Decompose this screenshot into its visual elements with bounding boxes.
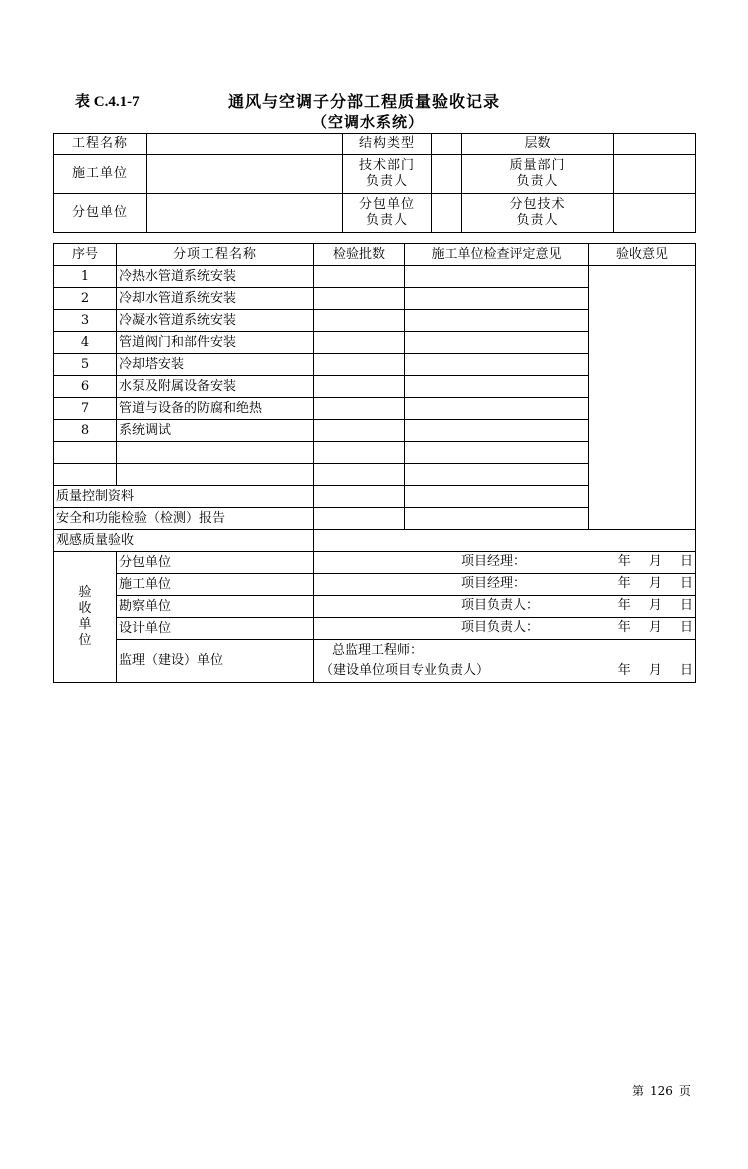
date-label: 年 月 日: [617, 598, 693, 613]
row-self-check-field[interactable]: [405, 310, 589, 332]
appearance-field[interactable]: [314, 530, 696, 552]
row-batches-field[interactable]: [314, 354, 405, 376]
quality-docs-batches-field[interactable]: [314, 486, 405, 508]
sub-tech-head-line1: 分包技术: [509, 197, 566, 212]
unit-name: 设计单位: [117, 618, 314, 640]
acceptance-units-label: [54, 552, 117, 683]
acceptance-row: [54, 640, 696, 683]
structure-type-label: 结构类型: [343, 134, 432, 155]
row-self-check-field[interactable]: [405, 420, 589, 442]
sub-unit-head-label: [343, 194, 432, 233]
row-self-check-field[interactable]: [405, 464, 589, 486]
row-self-check-field[interactable]: [405, 266, 589, 288]
construction-unit-label: 施工单位: [54, 155, 147, 194]
row-item-name: 管道与设备的防腐和绝热: [117, 398, 314, 420]
unit-signature-field[interactable]: [314, 552, 696, 574]
safety-report-check-field[interactable]: [405, 508, 589, 530]
structure-type-field[interactable]: [432, 134, 462, 155]
unit-name: 分包单位: [117, 552, 314, 574]
header-batches: 检验批数: [314, 244, 405, 266]
appearance-label: 观感质量验收: [54, 530, 314, 552]
quality-dept-line1: 质量部门: [509, 158, 566, 173]
project-name-label: 工程名称: [54, 134, 147, 155]
acceptance-row: [54, 574, 696, 596]
construction-unit-field[interactable]: [147, 155, 343, 194]
unit-name: 施工单位: [117, 574, 314, 596]
page-prefix: 第: [632, 1084, 645, 1098]
row-seq-empty[interactable]: [54, 442, 117, 464]
tech-dept-line2: 负责人: [365, 174, 408, 189]
unit-name: 勘察单位: [117, 596, 314, 618]
row-item-name: 冷凝水管道系统安装: [117, 310, 314, 332]
sub-unit-head-line2: 负责人: [365, 213, 408, 228]
quality-dept-head-field[interactable]: [614, 155, 696, 194]
row-batches-field[interactable]: [314, 420, 405, 442]
sub-unit-head-field[interactable]: [432, 194, 462, 233]
row-seq: 4: [54, 332, 117, 354]
page-number-value: 126: [650, 1084, 673, 1098]
quality-dept-line2: 负责人: [516, 174, 559, 189]
row-self-check-field[interactable]: [405, 288, 589, 310]
row-seq: 2: [54, 288, 117, 310]
row-seq-empty[interactable]: [54, 464, 117, 486]
sub-tech-head-line2: 负责人: [516, 213, 559, 228]
header-self-check: 施工单位检查评定意见: [405, 244, 589, 266]
row-seq: 3: [54, 310, 117, 332]
row-item-name: 系统调试: [117, 420, 314, 442]
acceptance-opinion-field[interactable]: [589, 266, 696, 530]
chief-supervisor-label: 总监理工程师：: [332, 643, 424, 658]
unit-signature-field[interactable]: [314, 618, 696, 640]
row-self-check-field[interactable]: [405, 398, 589, 420]
header-acceptance: 验收意见: [589, 244, 696, 266]
row-seq: 8: [54, 420, 117, 442]
row-batches-field[interactable]: [314, 288, 405, 310]
acceptance-row: [54, 618, 696, 640]
quality-docs-label: 质量控制资料: [54, 486, 314, 508]
supervision-signature-field[interactable]: [314, 640, 696, 683]
unit-signature-field[interactable]: [314, 596, 696, 618]
row-batches-field[interactable]: [314, 398, 405, 420]
vertical-char: 位: [78, 633, 92, 648]
row-item-name: 冷热水管道系统安装: [117, 266, 314, 288]
tech-dept-line1: 技术部门: [358, 158, 415, 173]
unit-signature-field[interactable]: [314, 574, 696, 596]
signer-label: 项目经理：: [461, 554, 527, 569]
signer-label: 项目负责人：: [461, 620, 540, 635]
acceptance-row: [54, 552, 696, 574]
vertical-char: 单: [78, 617, 92, 632]
row-item-name-empty[interactable]: [117, 464, 314, 486]
table-row: [54, 266, 696, 288]
row-batches-field[interactable]: [314, 376, 405, 398]
row-seq: 1: [54, 266, 117, 288]
table-row: [54, 530, 696, 552]
tech-dept-head-label: [343, 155, 432, 194]
header-item-name: 分项工程名称: [117, 244, 314, 266]
sub-tech-head-label: [462, 194, 614, 233]
quality-docs-check-field[interactable]: [405, 486, 589, 508]
subcontractor-label: 分包单位: [54, 194, 147, 233]
row-seq: 7: [54, 398, 117, 420]
unit-name: 监理（建设）单位: [117, 640, 314, 683]
row-item-name-empty[interactable]: [117, 442, 314, 464]
date-label: 年 月 日: [617, 554, 693, 569]
floors-field[interactable]: [614, 134, 696, 155]
date-label: 年 月 日: [617, 620, 693, 635]
owner-representative-label: （建设单位项目专业负责人）: [320, 663, 490, 678]
row-seq: 6: [54, 376, 117, 398]
row-self-check-field[interactable]: [405, 332, 589, 354]
quality-dept-head-label: [462, 155, 614, 194]
signer-label: 项目经理：: [461, 576, 527, 591]
page-subtitle: （空调水系统）: [312, 113, 425, 131]
date-label: 年 月 日: [617, 576, 693, 591]
tech-dept-head-field[interactable]: [432, 155, 462, 194]
signer-label: 项目负责人：: [461, 598, 540, 613]
row-seq: 5: [54, 354, 117, 376]
floors-label: 层数: [462, 134, 614, 155]
sub-unit-head-line1: 分包单位: [358, 197, 415, 212]
row-item-name: 管道阀门和部件安装: [117, 332, 314, 354]
row-item-name: 冷却水管道系统安装: [117, 288, 314, 310]
row-batches-field[interactable]: [314, 332, 405, 354]
page-title: 通风与空调子分部工程质量验收记录: [228, 92, 501, 111]
row-batches-field[interactable]: [314, 442, 405, 464]
sub-tech-head-field[interactable]: [614, 194, 696, 233]
page-number: [632, 1082, 691, 1099]
vertical-char: 收: [78, 601, 92, 616]
subcontractor-field[interactable]: [147, 194, 343, 233]
header-seq: 序号: [54, 244, 117, 266]
project-name-field[interactable]: [147, 134, 343, 155]
sub-items-table: [53, 243, 696, 683]
safety-report-batches-field[interactable]: [314, 508, 405, 530]
table-code: 表 C.4.1-7: [75, 94, 140, 110]
page-suffix: 页: [678, 1084, 691, 1098]
safety-report-label: 安全和功能检验（检测）报告: [54, 508, 314, 530]
acceptance-row: [54, 596, 696, 618]
row-item-name: 水泵及附属设备安装: [117, 376, 314, 398]
row-self-check-field[interactable]: [405, 442, 589, 464]
project-info-table: [53, 133, 696, 233]
row-item-name: 冷却塔安装: [117, 354, 314, 376]
vertical-char: 验: [78, 585, 92, 600]
row-self-check-field[interactable]: [405, 376, 589, 398]
date-label: 年 月 日: [617, 663, 693, 678]
row-batches-field[interactable]: [314, 310, 405, 332]
row-batches-field[interactable]: [314, 266, 405, 288]
row-batches-field[interactable]: [314, 464, 405, 486]
row-self-check-field[interactable]: [405, 354, 589, 376]
